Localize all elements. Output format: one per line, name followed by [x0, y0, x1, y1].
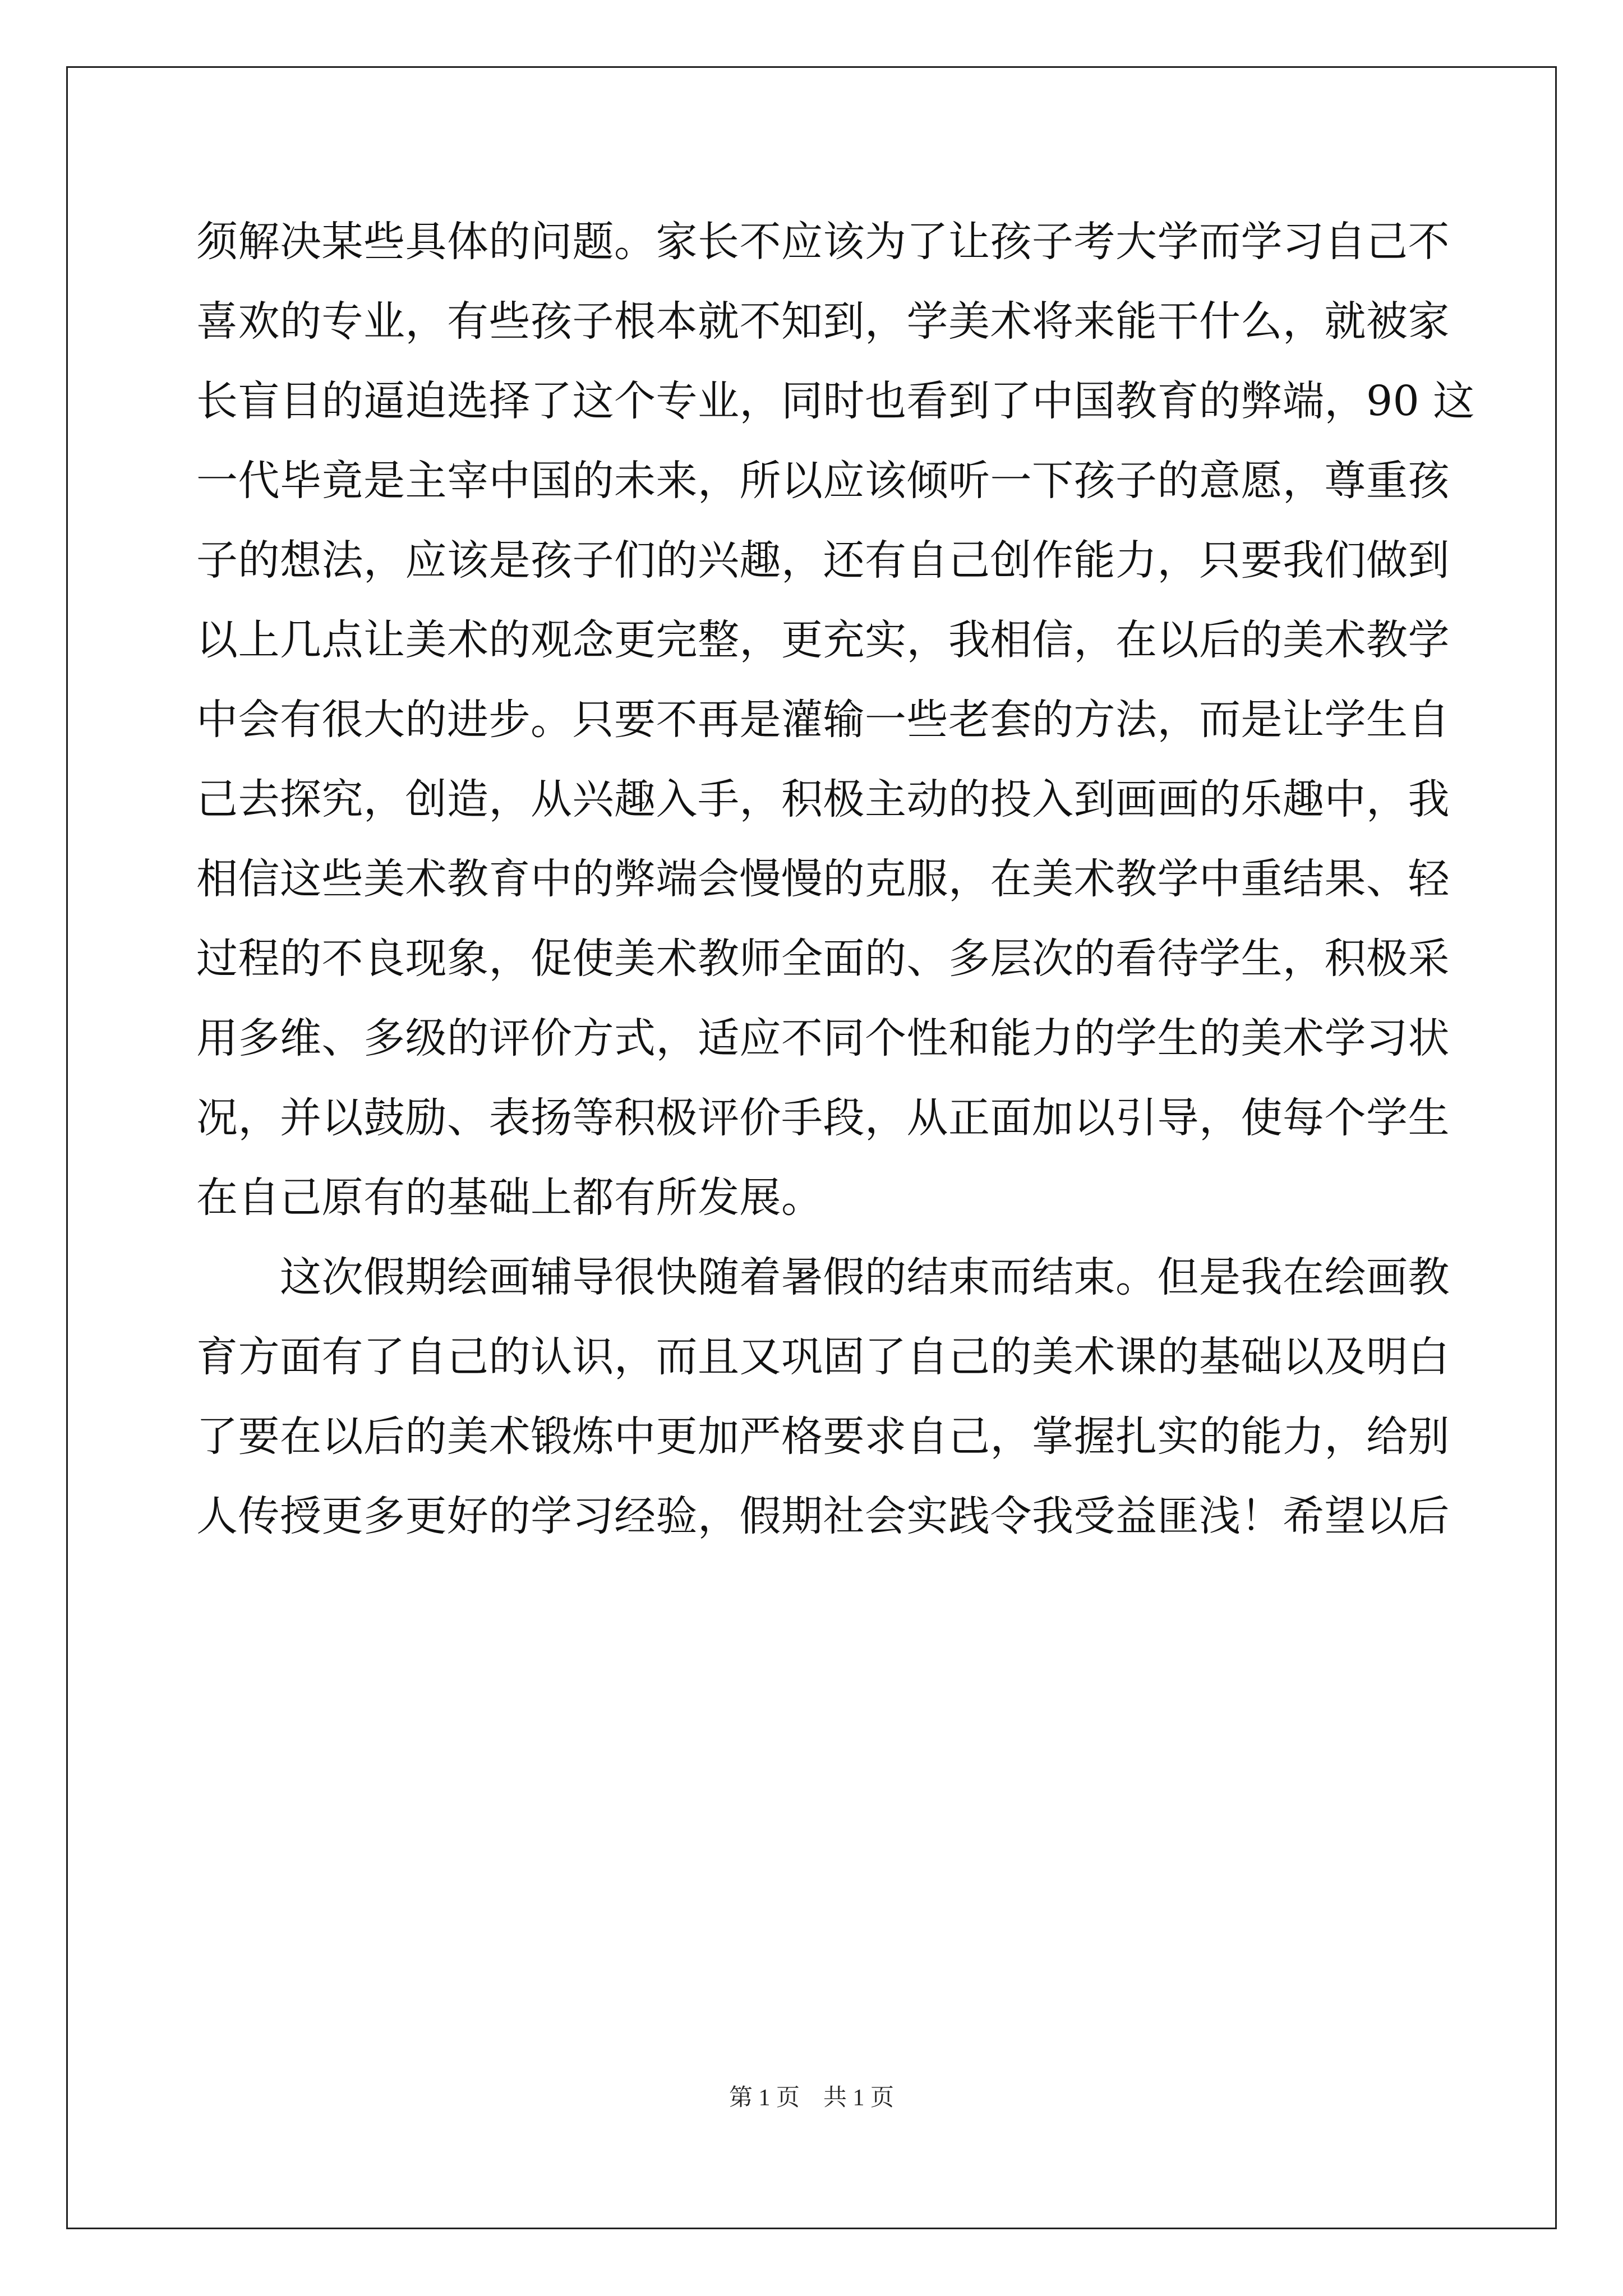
- text-line-6: 以上几点让美术的观念更完整，更充实，我相信，在以后的美术教学: [196, 616, 1450, 664]
- text-line-10: 过程的不良现象，促使美术教师全面的、多层次的看待学生，积极采: [196, 935, 1450, 983]
- text-line-5: 子的想法，应该是孩子们的兴趣，还有自己创作能力，只要我们做到: [196, 536, 1450, 585]
- page-number-footer: 第 1 页 共 1 页: [728, 2085, 894, 2111]
- text-line-2: 喜欢的专业，有些孩子根本就不知到，学美术将来能干什么，就被家: [196, 297, 1450, 346]
- text-line-13: 在自己原有的基础上都有所发展。: [196, 1174, 823, 1222]
- text-line-17: 人传授更多更好的学习经验，假期社会实践令我受益匪浅！希望以后: [196, 1492, 1450, 1540]
- text-line-9: 相信这些美术教育中的弊端会慢慢的克服，在美术教学中重结果、轻: [196, 855, 1450, 903]
- text-line-4: 一代毕竟是主宰中国的未来，所以应该倾听一下孩子的意愿，尊重孩: [196, 457, 1450, 505]
- text-line-3: 长盲目的逼迫选择了这个专业，同时也看到了中国教育的弊端，90 这: [196, 377, 1475, 425]
- text-line-15: 育方面有了自己的认识，而且又巩固了自己的美术课的基础以及明白: [196, 1333, 1450, 1381]
- text-line-1: 须解决某些具体的问题。家长不应该为了让孩子考大学而学习自己不: [196, 218, 1450, 266]
- text-line-12: 况，并以鼓励、表扬等积极评价手段，从正面加以引导，使每个学生: [196, 1094, 1450, 1142]
- text-line-16: 了要在以后的美术锻炼中更加严格要求自己，掌握扎实的能力，给别: [196, 1412, 1450, 1461]
- text-line-8: 己去探究，创造，从兴趣入手，积极主动的投入到画画的乐趣中，我: [196, 775, 1450, 823]
- text-line-7: 中会有很大的进步。只要不再是灌输一些老套的方法，而是让学生自: [196, 696, 1450, 744]
- text-line-11: 用多维、多级的评价方式，适应不同个性和能力的学生的美术学习状: [196, 1014, 1450, 1062]
- text-line-14: 这次假期绘画辅导很快随着暑假的结束而结束。但是我在绘画教: [196, 1253, 1450, 1301]
- document-body: [196, 202, 1475, 1556]
